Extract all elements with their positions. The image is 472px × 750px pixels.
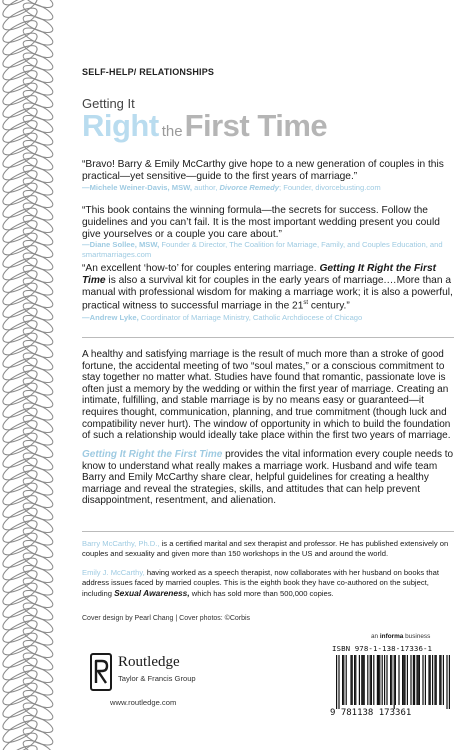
spiral-loop xyxy=(21,125,55,149)
author-bio-emily xyxy=(82,568,454,600)
barcode-bar xyxy=(404,655,405,705)
spiral-loop xyxy=(21,600,55,624)
barcode-bar xyxy=(398,655,399,705)
quote-text-b: is also a survival kit for couples in the early years of marriage.…More than a manual with professional wisdom for making a marriage work; it is also a powerful, practical witness to successful marriage in the 21 xyxy=(82,274,453,312)
barcode-bar xyxy=(338,655,339,709)
spiral-loop xyxy=(21,525,55,549)
spiral-loop xyxy=(21,225,55,249)
barcode-bar xyxy=(378,655,379,705)
barcode-bar xyxy=(394,655,395,709)
spiral-loop xyxy=(21,537,55,561)
barcode-bar xyxy=(449,655,450,709)
author-bio-barry xyxy=(82,539,454,559)
author-bio-text: is a certified marital and sex therapist and professor. He has published extensively on couples and sexuality and given more than 150 workshops in the US and around the world. xyxy=(82,539,449,559)
barcode-bar xyxy=(362,655,363,705)
barcode-bar xyxy=(407,655,408,705)
quote-superscript: st xyxy=(303,300,309,307)
publisher-website: www.routledge.com xyxy=(110,698,177,707)
spiral-loop xyxy=(21,337,55,361)
title-right: Right xyxy=(82,108,159,143)
spiral-binding-decoration xyxy=(0,0,62,750)
isbn-number: ISBN 978-1-138-17336-1 xyxy=(332,644,433,653)
spiral-loop xyxy=(21,400,55,424)
spiral-loop xyxy=(21,200,55,224)
spiral-loop xyxy=(21,75,55,99)
barcode-bar xyxy=(391,655,392,705)
cover-credits: Cover design by Pearl Chang | Cover photos: ©Corbis xyxy=(82,615,251,622)
barcode-bar xyxy=(440,655,441,705)
barcode-bar xyxy=(422,655,423,705)
barcode-bar xyxy=(377,655,378,705)
spiral-loop xyxy=(21,650,55,674)
spiral-loop xyxy=(21,412,55,436)
spiral-loop xyxy=(21,612,55,636)
publisher-subtitle: Taylor & Francis Group xyxy=(118,674,196,683)
quote-text: “This book contains the winning formula—the secrets for success. Follow the guidelines and you can’t fail. It is the most important wedding present you could give yourselves or a couple you care about.” xyxy=(82,205,440,240)
spiral-loop xyxy=(21,637,55,661)
spiral-loop xyxy=(21,25,55,49)
barcode-bar xyxy=(418,655,419,705)
barcode-bar xyxy=(386,655,387,705)
barcode-bar xyxy=(403,655,404,705)
barcode-bar xyxy=(364,655,365,705)
spiral-loop xyxy=(21,512,55,536)
divider xyxy=(82,337,454,338)
endorsement-quote-3 xyxy=(82,263,454,323)
barcode-bars xyxy=(336,655,450,709)
barcode-bar xyxy=(354,655,355,705)
spiral-loop xyxy=(21,250,55,274)
barcode-bar xyxy=(430,655,431,705)
barcode-bar xyxy=(413,655,414,705)
barcode-bar xyxy=(367,655,368,705)
publisher-name: Routledge xyxy=(118,654,180,670)
informa-prefix: an xyxy=(371,633,380,640)
spiral-loop xyxy=(21,425,55,449)
spiral-loop xyxy=(21,375,55,399)
endorsement-quote-2 xyxy=(82,205,454,260)
spiral-loop xyxy=(21,575,55,599)
spiral-loop xyxy=(21,687,55,711)
book-title xyxy=(82,110,327,141)
title-the: the xyxy=(161,123,183,140)
quote-text-a: “An excellent ‘how-to’ for couples entering marriage. xyxy=(82,263,320,274)
endorsement-quote-1 xyxy=(82,159,454,193)
barcode-bar xyxy=(428,655,429,705)
attribution-affiliation: ; Founder, divorcebusting.com xyxy=(278,182,381,192)
barcode-bar xyxy=(379,655,380,705)
barcode-bar xyxy=(395,655,396,705)
spiral-loop xyxy=(21,162,55,186)
spiral-loop xyxy=(21,725,55,749)
spiral-loop xyxy=(21,387,55,411)
barcode-bar xyxy=(336,655,337,709)
spiral-loop xyxy=(21,625,55,649)
spiral-loop xyxy=(21,262,55,286)
barcode-bar xyxy=(371,655,372,705)
informa-suffix: business xyxy=(403,633,431,640)
spiral-loop xyxy=(21,587,55,611)
title-first-time: First Time xyxy=(184,108,328,143)
title-line-1: Getting It xyxy=(82,96,135,111)
spiral-loop xyxy=(21,100,55,124)
barcode-bar xyxy=(373,655,374,705)
author-name: Barry McCarthy, Ph.D., xyxy=(82,539,160,548)
barcode-bar xyxy=(352,655,353,705)
quote-text-c: century.” xyxy=(308,300,350,312)
attribution-role: author, xyxy=(192,182,220,192)
quote-attribution xyxy=(82,240,454,260)
spiral-loop xyxy=(21,350,55,374)
spiral-loop xyxy=(21,500,55,524)
barcode-digits: 9 781138 173361 xyxy=(330,708,412,718)
informa-business-tag xyxy=(371,633,430,640)
spiral-loop xyxy=(21,450,55,474)
description-paragraph-2 xyxy=(82,449,454,507)
spiral-loop xyxy=(21,300,55,324)
spiral-loop xyxy=(21,462,55,486)
quote-book-title: Getting It Right the First Time xyxy=(82,263,437,286)
barcode-bar xyxy=(370,655,371,705)
barcode-bar xyxy=(342,655,343,705)
spiral-loop xyxy=(21,87,55,111)
spiral-loop xyxy=(21,712,55,736)
author-name: Emily J. McCarthy, xyxy=(82,568,145,577)
spiral-loop xyxy=(21,675,55,699)
barcode-bar xyxy=(432,655,433,705)
barcode-bar xyxy=(346,655,347,705)
barcode-bar xyxy=(434,655,435,705)
spiral-loop xyxy=(21,62,55,86)
spiral-loop xyxy=(21,12,55,36)
attribution-name: —Andrew Lyke, xyxy=(82,312,139,322)
attribution-affiliation: Founder & Director, The Coalition for Marriage, Family, and Couples Education, and smartmarriages.com xyxy=(82,240,443,260)
informa-name: informa xyxy=(379,633,404,640)
barcode-bar xyxy=(414,655,415,705)
spiral-loop xyxy=(21,275,55,299)
barcode-bar xyxy=(416,655,417,705)
barcode-bar xyxy=(443,655,444,705)
attribution-affiliation: Coordinator of Marriage Ministry, Catholic Archdiocese of Chicago xyxy=(138,312,363,322)
description-paragraph-1: A healthy and satisfying marriage is the result of much more than a stroke of good fortune, the accidental meeting of two “soul mates,” or a conscious commitment to stay together no matter what. Studies have found that romantic, passionate love is often just a memory by the wedding or within the first year of marriage. Creating an intimate, fulfilling, and stable marriage is by no means easy or guaranteed—it requires thought, communication, planning, and true commitment (though luck and compatibility never hurt). The window of opportunity in which to build the foundation of such a relationship would ideally take place within the first two years of marriage. xyxy=(82,349,451,442)
quote-attribution xyxy=(82,183,454,193)
barcode-bar xyxy=(343,655,344,705)
spiral-loop xyxy=(21,325,55,349)
spiral-loop xyxy=(21,37,55,61)
category-label: SELF-HELP/ RELATIONSHIPS xyxy=(82,67,215,77)
spiral-loop xyxy=(21,475,55,499)
spiral-loop xyxy=(21,112,55,136)
back-cover-content xyxy=(82,0,454,750)
barcode-bar xyxy=(436,655,437,705)
spiral-loop xyxy=(21,437,55,461)
paragraph-book-title: Getting It Right the First Time xyxy=(82,449,223,460)
barcode-bar xyxy=(446,655,447,709)
barcode-bar xyxy=(361,655,362,705)
barcode-bar xyxy=(350,655,351,705)
author-bio-tail: which has sold more than 500,000 copies. xyxy=(189,589,334,599)
spiral-loop xyxy=(21,312,55,336)
barcode-bar xyxy=(402,655,403,705)
spiral-loop xyxy=(21,662,55,686)
barcode-bar xyxy=(355,655,356,705)
spiral-loop xyxy=(21,237,55,261)
author-book-title: Sexual Awareness, xyxy=(114,588,190,599)
quote-attribution xyxy=(82,313,454,323)
barcode-bar xyxy=(425,655,426,705)
barcode-bar xyxy=(439,655,440,705)
barcode-bar xyxy=(410,655,411,705)
barcode-bar xyxy=(382,655,383,705)
attribution-book: Divorce Remedy xyxy=(219,182,279,192)
spiral-loop xyxy=(21,562,55,586)
attribution-name: —Michele Weiner-Davis, MSW, xyxy=(82,182,192,192)
spiral-loop xyxy=(21,362,55,386)
barcode-bar xyxy=(359,655,360,705)
spiral-loop xyxy=(21,287,55,311)
spiral-loop xyxy=(21,137,55,161)
spiral-loop xyxy=(21,187,55,211)
spiral-loop xyxy=(21,550,55,574)
author-bio-text: having worked as a speech therapist, now collaborates with her husband on books that address issues faced by married couples. This is the eighth book they have co-authored on the subject, including xyxy=(82,568,439,599)
spiral-loop xyxy=(21,175,55,199)
barcode-bar xyxy=(384,655,385,705)
quote-text: “Bravo! Barry & Emily McCarthy give hope to a new generation of couples in this practical—yet sensitive—guide to the first years of marriage.” xyxy=(82,159,444,182)
spiral-loop xyxy=(21,212,55,236)
routledge-logo-icon xyxy=(90,653,112,691)
spiral-loop xyxy=(21,700,55,724)
spiral-loop xyxy=(21,487,55,511)
barcode-bar xyxy=(390,655,391,705)
paragraph-text: provides the vital information every couple needs to know to understand what really makes a marriage work. Husband and wife team Barry and Emily McCarthy share clear, helpful guidelines for creating a healthy marriage and reveal the strategies, skills, and attitudes that can help prevent disappointment, resentment, and alienation. xyxy=(82,449,454,507)
spiral-loop xyxy=(21,50,55,74)
divider xyxy=(82,531,454,532)
isbn-barcode xyxy=(330,644,454,722)
publisher-logo xyxy=(90,653,220,703)
spiral-loop xyxy=(21,150,55,174)
barcode-bar xyxy=(419,655,420,705)
attribution-name: —Diane Sollee, MSW, xyxy=(82,240,160,250)
